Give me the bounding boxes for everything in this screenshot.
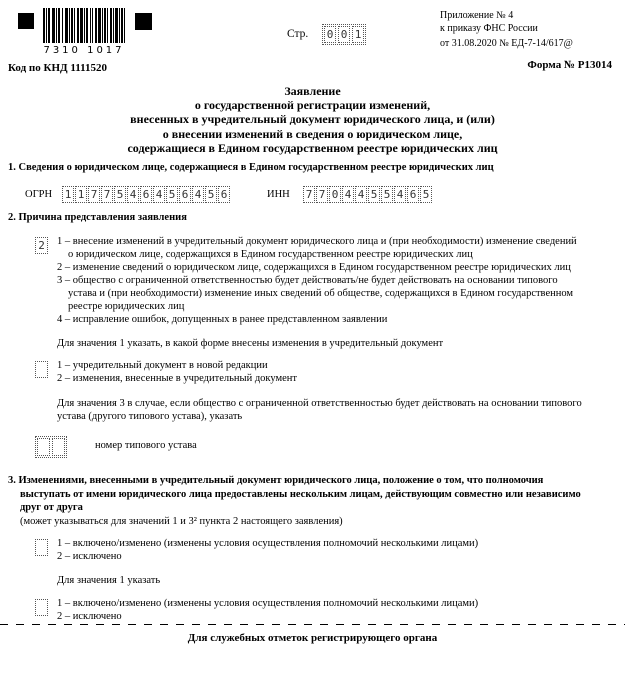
barcode-anchor-left [18,13,34,29]
reason-option-line: 3 – общество с ограниченной ответственностью будет действовать/не будет действовать на основании типового [57,275,558,286]
form-title-line: внесенных в учредительный документ юридического лица, и (или) [130,112,495,127]
section1-heading: 1. Сведения о юридическом лице, содержащиеся в Едином государственном реестре юридических лиц [8,162,494,173]
inn-digit-cell[interactable]: 4 [394,186,406,203]
charter-number-cell[interactable] [52,438,65,456]
inn-digit-cell[interactable]: 0 [329,186,341,203]
section3-heading-line: выступать от имени юридического лица предоставлены нескольким лицам, действующим совместно или независимо [20,488,581,500]
amendment-form-checkbox[interactable] [35,361,48,378]
section3-heading [8,474,618,528]
note-for-value-1: Для значения 1 указать, в какой форме внесены изменения в учредительный документ [57,338,444,349]
amendment-form-option-line: 1 – учредительный документ в новой редакции [57,360,268,371]
form-title-line: о государственной регистрации изменений, [194,98,431,113]
reason-option-line: устава и (при необходимости) изменение иных сведений об обществе, содержащихся в Едином государственном [68,288,574,299]
powers-provision-checkbox[interactable] [35,539,48,556]
ogrn-digit-cell[interactable]: 6 [179,186,191,203]
ogrn-field [62,186,230,203]
ogrn-digit-cell[interactable]: 7 [101,186,113,203]
appendix-line: Приложение № 4 [440,10,514,21]
inn-digit-cell[interactable]: 7 [303,186,315,203]
page-label: Стр. [287,28,309,40]
powers-detail-option-line: 1 – включено/изменено (изменены условия осуществления полномочий несколькими лицами) [57,598,479,609]
charter-number-cell[interactable] [37,438,50,456]
form-title-line: Заявление [284,84,341,98]
barcode-anchor-right [135,13,152,30]
reason-options [57,235,617,326]
ogrn-digit-cell[interactable]: 5 [205,186,217,203]
reason-option-line: о юридическом лице, содержащихся в Едином государственном реестре юридических лиц [68,249,473,260]
inn-digit-cell[interactable]: 7 [316,186,328,203]
appendix-line: от 31.08.2020 № ЕД-7-14/617@ [440,38,573,49]
ogrn-digit-cell[interactable]: 4 [153,186,165,203]
form-title-line: содержащиеся в Едином государственном реестре юридических лиц [127,140,498,155]
barcode-digits: 7310 1017 [43,45,125,56]
knd-code-label: Код по КНД 1111520 [8,62,108,74]
ogrn-digit-cell[interactable]: 6 [218,186,230,203]
charter-number-label: номер типового устава [95,440,197,451]
inn-digit-cell[interactable]: 5 [368,186,380,203]
amendment-form-options [57,359,617,385]
ogrn-digit-cell[interactable]: 4 [127,186,139,203]
form-title [0,84,625,155]
ogrn-digit-cell[interactable]: 1 [62,186,74,203]
powers-option-line: 1 – включено/изменено (изменены условия осуществления полномочий несколькими лицами) [57,538,479,549]
page-number-field [322,24,366,45]
reason-option-line: 4 – исправление ошибок, допущенных в ранее представленном заявлении [57,314,388,325]
reason-option-line: 1 – внесение изменений в учредительный документ юридического лица и (при необходимости) изменение сведений [57,236,577,247]
appendix-note [440,9,573,50]
charter-number-field [35,436,67,458]
ogrn-digit-cell[interactable]: 5 [166,186,178,203]
inn-label: ИНН [267,189,290,200]
powers-detail-options [57,597,617,623]
powers-detail-option-line: 2 – исключено [57,611,122,622]
section2-heading: 2. Причина представления заявления [8,212,187,223]
note-for-value-3 [57,397,617,423]
page-digit-cell[interactable]: 1 [352,26,364,43]
ogrn-digit-cell[interactable]: 6 [140,186,152,203]
reason-option-line: 2 – изменение сведений о юридическом лице, содержащихся в Едином государственном реестре юридических лиц [57,262,571,273]
inn-field [303,186,432,203]
reason-checkbox[interactable]: 2 [35,237,48,254]
form-title-line: о внесении изменений в сведения о юридическом лице, [162,126,463,141]
note-for-value-1-section3: Для значения 1 указать [57,575,161,586]
powers-option-line: 2 – исключено [57,551,122,562]
section3-heading-line: 3. Изменениями, внесенными в учредительный документ юридического лица, положение о том, что полномочия [8,475,544,486]
ogrn-digit-cell[interactable]: 1 [75,186,87,203]
section3-subnote: (может указываться для значений 1 и 3² пункта 2 настоящего заявления) [20,515,343,527]
dashed-divider [0,624,625,625]
amendment-form-option-line: 2 – изменения, внесенные в учредительный документ [57,373,298,384]
powers-detail-checkbox[interactable] [35,599,48,616]
ogrn-digit-cell[interactable]: 4 [192,186,204,203]
ogrn-digit-cell[interactable]: 7 [88,186,100,203]
ogrn-label: ОГРН [25,189,53,200]
ogrn-digit-cell[interactable]: 5 [114,186,126,203]
form-number: Форма № Р13014 [527,59,612,71]
page-digit-cell[interactable]: 0 [338,26,350,43]
inn-digit-cell[interactable]: 5 [420,186,432,203]
inn-digit-cell[interactable]: 5 [381,186,393,203]
section3-heading-line: друг от друга [20,502,83,513]
note-for-value-3-line: Для значения 3 в случае, если общество с ограниченной ответственностью будет действовать на основании типового [57,398,582,409]
barcode [43,8,125,43]
service-marks-title: Для служебных отметок регистрирующего органа [187,632,438,644]
powers-provision-options [57,537,617,563]
inn-digit-cell[interactable]: 4 [342,186,354,203]
reason-option-line: реестре юридических лиц [68,301,185,312]
note-for-value-3-line: устава (другого типового устава), указать [57,411,243,422]
inn-digit-cell[interactable]: 4 [355,186,367,203]
inn-digit-cell[interactable]: 6 [407,186,419,203]
page-digit-cell[interactable]: 0 [324,26,336,43]
appendix-line: к приказу ФНС России [440,23,538,34]
